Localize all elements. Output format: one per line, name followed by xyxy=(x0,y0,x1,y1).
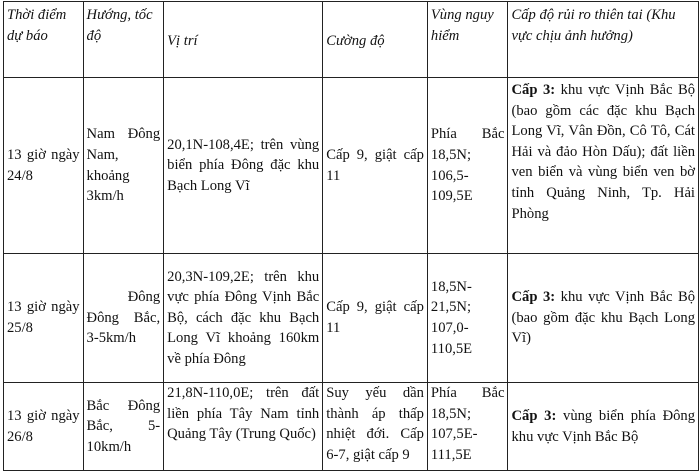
risk-level-label: Cấp 3: xyxy=(511,407,557,424)
table-row xyxy=(4,254,699,383)
risk-level-label: Cấp 3: xyxy=(511,289,556,306)
header-risk: Cấp độ rủi ro thiên tai (Khu vực chịu ảnh hưởng) xyxy=(508,2,699,78)
header-position: Vị trí xyxy=(164,2,323,78)
risk-area-text: khu vực Vịnh Bắc Bộ (bao gồm đặc khu Bạch Long Vĩ) xyxy=(511,289,695,347)
cell-intensity: Cấp 9, giật cấp 11 xyxy=(323,254,428,383)
cell-risk xyxy=(508,383,699,471)
cell-position: 20,3N-109,2E; trên khu vực phía Đông Vịnh Bắc Bộ, cách đặc khu Bạch Long Vĩ khoảng 160km về phía Đông xyxy=(164,254,323,383)
storm-forecast-table xyxy=(3,1,699,471)
cell-danger-zone: Phía Bắc 18,5N; 106,5-109,5E xyxy=(427,78,508,254)
header-direction: Hướng, tốc độ xyxy=(83,2,164,78)
cell-danger-zone: 18,5N-21,5N; 107,0-110,5E xyxy=(427,254,508,383)
header-time: Thời điểm dự báo xyxy=(4,2,84,78)
cell-intensity: Suy yếu dần thành áp thấp nhiệt đới. Cấp 6-7, giật cấp 9 xyxy=(323,383,428,471)
risk-area-text: khu vực Vịnh Bắc Bộ (bao gồm các đặc khu Bạch Long Vĩ, Vân Đồn, Cô Tô, Cát Hải và đảo Hòn Dấu); đất liền ven biển và vùng biển ven bờ tỉnh Quảng Ninh, Tp. Hải Phòng xyxy=(511,82,695,222)
cell-position: 20,1N-108,4E; trên vùng biển phía Đông đặc khu Bạch Long Vĩ xyxy=(164,78,323,254)
cell-direction: Bắc Đông Bắc, 5-10km/h xyxy=(83,383,164,471)
cell-time: 13 giờ ngày 26/8 xyxy=(4,383,84,471)
cell-direction: Nam Đông Nam, khoảng 3km/h xyxy=(83,78,164,254)
cell-direction xyxy=(83,254,164,383)
cell-intensity: Cấp 9, giật cấp 11 xyxy=(323,78,428,254)
cell-danger-zone: Phía Bắc 18,5N; 107,5E-111,5E xyxy=(427,383,508,471)
table-row xyxy=(4,383,699,471)
risk-level-label: Cấp 3: xyxy=(511,82,556,98)
header-intensity: Cường độ xyxy=(323,2,428,78)
risk-area-text: vùng biển phía Đông khu vực Vịnh Bắc Bộ xyxy=(511,407,696,445)
cell-time: 13 giờ ngày 24/8 xyxy=(4,78,84,254)
cell-risk xyxy=(508,78,699,254)
table-row xyxy=(4,78,699,254)
cell-time: 13 giờ ngày 25/8 xyxy=(4,254,84,383)
cell-position: 21,8N-110,0E; trên đất liền phía Tây Nam tỉnh Quảng Tây (Trung Quốc) xyxy=(164,383,323,471)
direction-line-2: Đông Bắc, 3-5km/h xyxy=(86,309,161,347)
direction-line-1: Đông xyxy=(127,289,161,306)
header-danger-zone: Vùng nguy hiểm xyxy=(427,2,508,78)
cell-risk xyxy=(508,254,699,383)
table-header-row xyxy=(4,2,699,78)
